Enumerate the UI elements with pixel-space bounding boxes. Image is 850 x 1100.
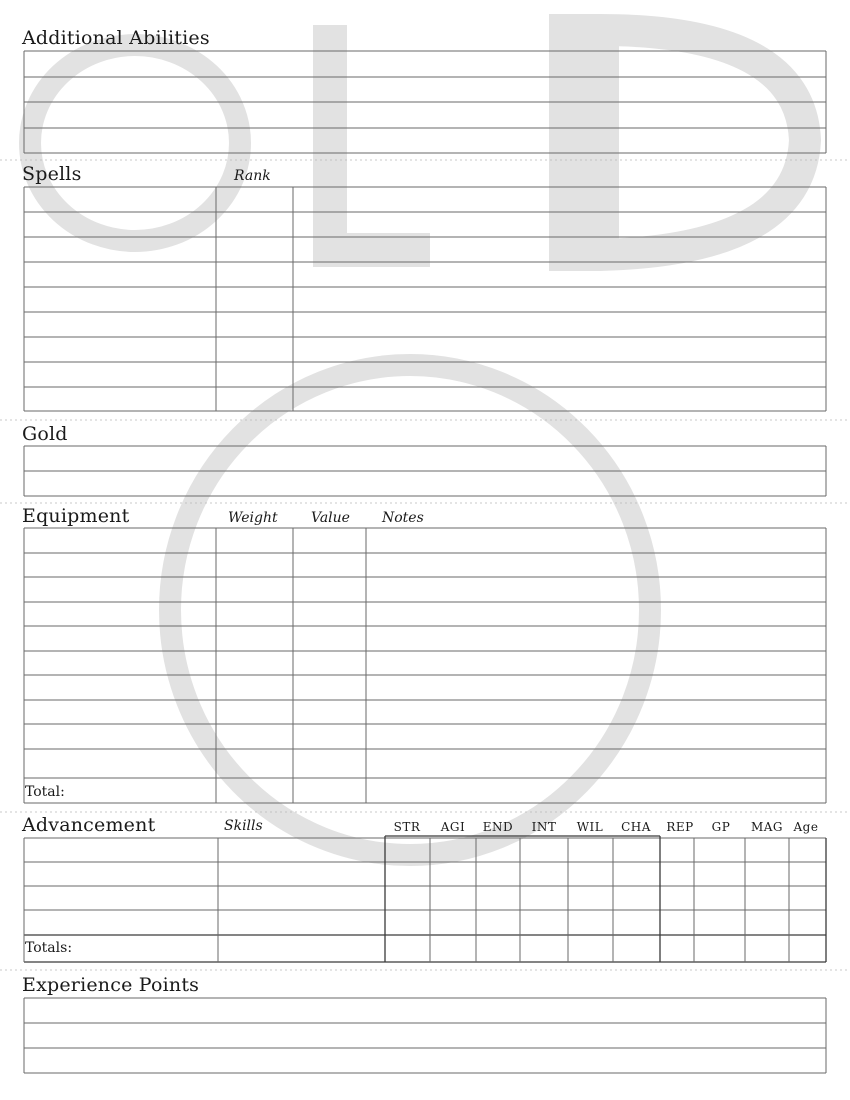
stat-header-cha: CHA (621, 820, 651, 834)
advancement-totals-label: Totals: (25, 940, 73, 956)
spells-title: Spells (22, 163, 82, 185)
experience-points-grid (24, 998, 826, 1073)
equipment-grid (24, 528, 826, 803)
equipment-weight-header: Weight (228, 510, 278, 526)
spells-grid (24, 187, 826, 411)
stat-header-wil: WIL (576, 820, 604, 834)
stat-header-gp: GP (711, 820, 731, 834)
additional-abilities-grid (24, 51, 826, 153)
stat-header-agi: AGI (440, 820, 466, 834)
stat-header-int: INT (531, 820, 557, 834)
stat-header-str: STR (393, 820, 421, 834)
stat-header-mag: MAG (750, 820, 784, 834)
equipment-value-header: Value (311, 510, 350, 526)
stat-header-age: Age (793, 820, 819, 834)
advancement-skills-header: Skills (224, 818, 263, 834)
gold-title: Gold (22, 423, 68, 445)
stat-header-end: END (482, 820, 514, 834)
watermark (30, 25, 805, 855)
spells-rank-header: Rank (234, 168, 271, 184)
equipment-total-label: Total: (25, 784, 65, 800)
gold-grid (24, 446, 826, 496)
equipment-notes-header: Notes (382, 510, 424, 526)
equipment-title: Equipment (22, 505, 130, 527)
experience-points-title: Experience Points (22, 974, 200, 996)
advancement-title: Advancement (22, 814, 156, 836)
stat-header-rep: REP (666, 820, 694, 834)
additional-abilities-title: Additional Abilities (22, 27, 210, 49)
